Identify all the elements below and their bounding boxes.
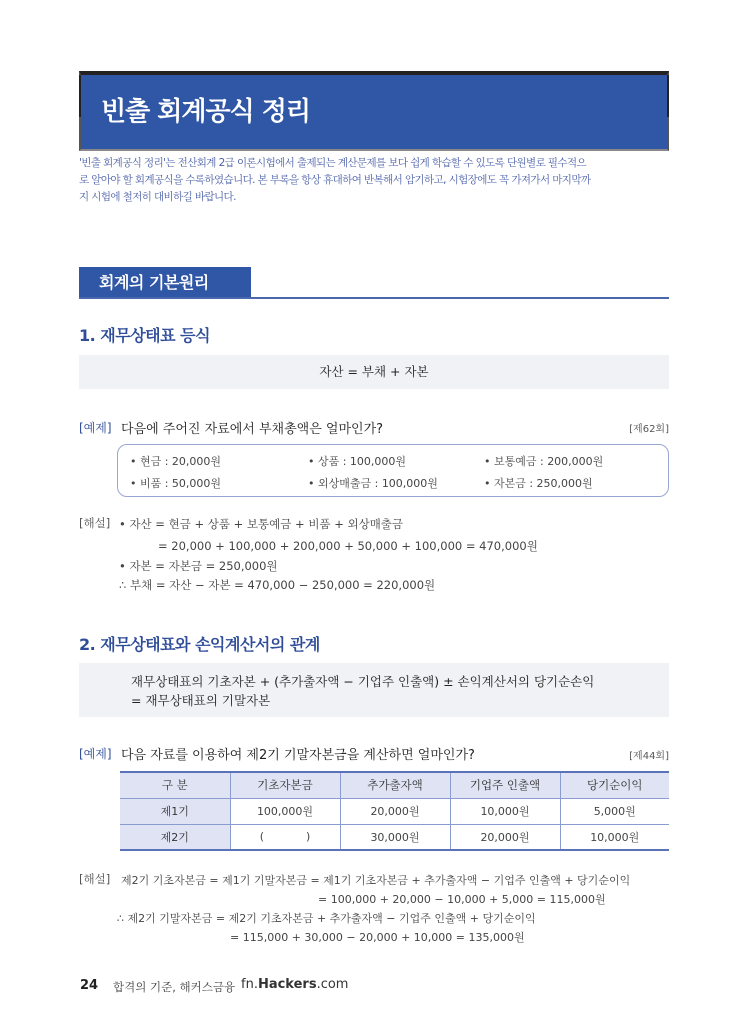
- solution-line: = 20,000 + 100,000 + 200,000 + 50,000 + 100,000 = 470,000원: [158, 539, 538, 553]
- solution-line: • 자산 = 현금 + 상품 + 보통예금 + 비품 + 외상매출금: [119, 517, 404, 531]
- capital-relation-formula: [79, 663, 669, 717]
- table-cell: 10,000원: [560, 824, 669, 850]
- formula-line: = 재무상태표의 기말자본: [131, 693, 271, 708]
- brand-prefix: fn.: [241, 977, 258, 992]
- intro-line: '빈출 회계공식 정리'는 전산회계 2급 이론시험에서 출제되는 계산문제를 보다 쉽게 학습할 수 있도록 단원별로 필수적으: [79, 157, 587, 169]
- column-header: 당기순이익: [560, 772, 669, 798]
- solution-line: = 100,000 + 20,000 − 10,000 + 5,000 = 115,000원: [318, 893, 606, 906]
- example-source: [제62회]: [629, 424, 669, 435]
- solution-label: [해설]: [79, 872, 111, 886]
- solution-line: 제2기 기초자본금 = 제1기 기말자본금 = 제1기 기초자본금 + 추가출자액 − 기업주 인출액 + 당기순이익: [121, 874, 631, 887]
- balance-sheet-formula: 자산 = 부채 + 자본: [79, 355, 669, 389]
- data-item: • 비품 : 50,000원: [130, 477, 222, 490]
- given-data-box: [117, 444, 669, 497]
- column-header: 기업주 인출액: [450, 772, 560, 798]
- section1-heading: 1. 재무상태표 등식: [79, 326, 211, 345]
- table-row: [120, 824, 669, 850]
- solution-line: ∴ 제2기 기말자본금 = 제2기 기초자본금 + 추가출자액 − 기업주 인출액 + 당기순이익: [117, 912, 536, 925]
- example-label: [예제]: [79, 421, 112, 435]
- capital-data-table: [120, 771, 669, 851]
- table-cell-blank: ( ): [230, 824, 340, 850]
- footer-slogan: 합격의 기준, 해커스금융: [113, 980, 236, 994]
- table-cell: 20,000원: [340, 798, 450, 824]
- column-header: 기초자본금: [230, 772, 340, 798]
- solution-line: ∴ 부채 = 자산 − 자본 = 470,000 − 250,000 = 220,000원: [119, 578, 436, 592]
- table-cell: 10,000원: [450, 798, 560, 824]
- column-header: 구 분: [120, 772, 230, 798]
- title-banner: [79, 71, 669, 151]
- intro-paragraph: [79, 155, 669, 206]
- solution-line: • 자본 = 자본금 = 250,000원: [119, 559, 278, 573]
- intro-line: 지 시험에 철저히 대비하길 바랍니다.: [79, 191, 236, 203]
- footer-brand-logo: [241, 977, 348, 992]
- page-title: 빈출 회계공식 정리: [101, 97, 311, 127]
- formula-line: 재무상태표의 기초자본 + (추가출자액 − 기업주 인출액) ± 손익계산서의 당기순손익: [131, 674, 595, 689]
- table-row: [120, 798, 669, 824]
- data-item: • 상품 : 100,000원: [308, 455, 407, 468]
- column-header: 추가출자액: [340, 772, 450, 798]
- brand-main: Hackers: [257, 977, 317, 992]
- section-divider: [79, 297, 669, 299]
- example-source: [제44회]: [629, 751, 669, 762]
- table-cell: 100,000원: [230, 798, 340, 824]
- example-label: [예제]: [79, 747, 112, 761]
- solution-line: = 115,000 + 30,000 − 20,000 + 10,000 = 135,000원: [230, 931, 525, 944]
- table-cell: 5,000원: [560, 798, 669, 824]
- section-header: 회계의 기본원리: [79, 267, 251, 299]
- example-question: 다음에 주어진 자료에서 부채총액은 얼마인가?: [121, 422, 384, 437]
- example-question: 다음 자료를 이용하여 제2기 기말자본금을 계산하면 얼마인가?: [121, 748, 475, 763]
- intro-line: 로 알아야 할 회계공식을 수록하였습니다. 본 부록을 항상 휴대하여 반복해서 암기하고, 시험장에도 꼭 가져가서 마지막까: [79, 174, 591, 186]
- data-item: • 외상매출금 : 100,000원: [308, 477, 438, 490]
- row-header: 제1기: [120, 798, 230, 824]
- table-cell: 20,000원: [450, 824, 560, 850]
- data-item: • 보통예금 : 200,000원: [484, 455, 604, 468]
- data-item: • 자본금 : 250,000원: [484, 477, 593, 490]
- data-item: • 현금 : 20,000원: [130, 455, 222, 468]
- section2-heading: 2. 재무상태표와 손익계산서의 관계: [79, 635, 320, 654]
- table-cell: 30,000원: [340, 824, 450, 850]
- page-number: 24: [80, 978, 99, 993]
- row-header: 제2기: [120, 824, 230, 850]
- brand-suffix: .com: [316, 977, 349, 992]
- table-header-row: [120, 772, 669, 798]
- solution-label: [해설]: [79, 516, 111, 530]
